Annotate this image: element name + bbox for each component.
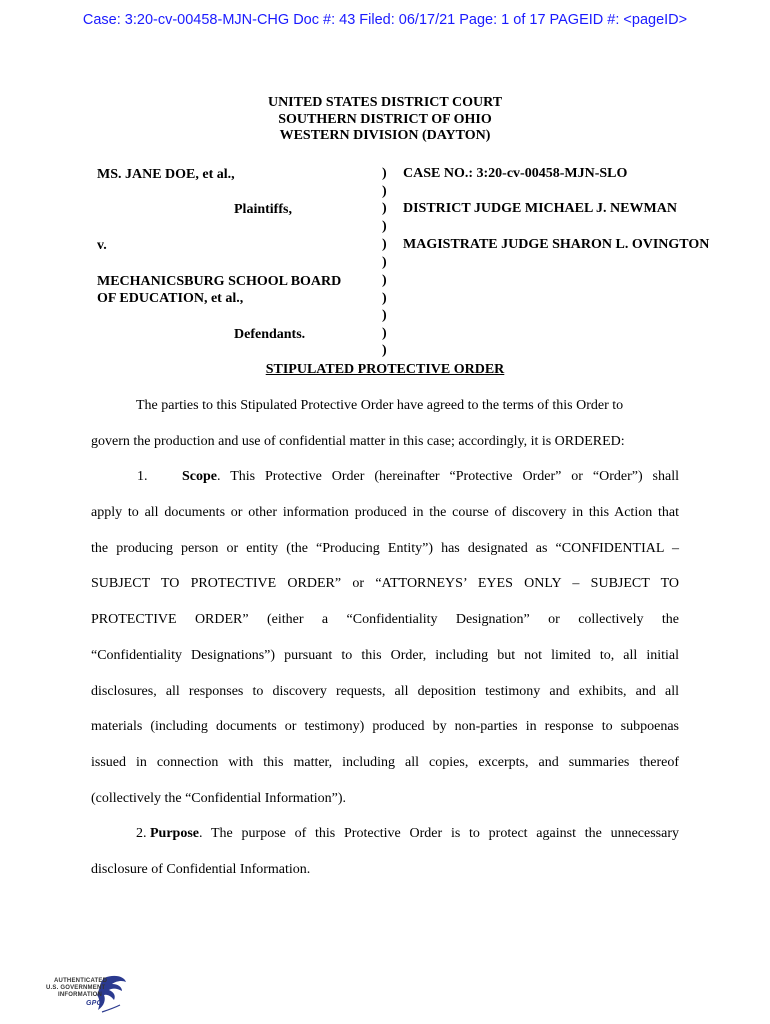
caption-paren: )	[382, 255, 387, 270]
caption-paren: )	[382, 183, 387, 199]
gpo-label-line: AUTHENTICATED	[54, 978, 108, 984]
district-judge: DISTRICT JUDGE MICHAEL J. NEWMAN	[403, 201, 677, 216]
caption-paren: )	[382, 290, 387, 306]
section-number: 2.	[136, 826, 147, 841]
section-text: PROTECTIVE ORDER” (either a “Confidentiality Designation” or collectively the	[91, 612, 679, 627]
section-text: disclosures, all responses to discovery requests, all deposition testimony and exhibits, and all	[91, 684, 679, 699]
section-number: 1.	[137, 469, 148, 484]
section-text: (collectively the “Confidential Information”).	[91, 791, 347, 806]
caption-paren: )	[382, 326, 387, 341]
section-text: . The purpose of this Protective Order is to protect against the unnecessary	[199, 826, 679, 841]
court-district: SOUTHERN DISTRICT OF OHIO	[278, 111, 492, 127]
section-heading-scope: Scope	[182, 469, 217, 484]
versus-label: v.	[97, 238, 107, 253]
section-text: disclosure of Confidential Information.	[91, 862, 311, 877]
plaintiff-name: MS. JANE DOE, et al.,	[97, 167, 235, 182]
section-purpose-first-line	[136, 826, 679, 842]
section-text: SUBJECT TO PROTECTIVE ORDER” or “ATTORNEYS’ EYES ONLY – SUBJECT TO	[91, 576, 679, 591]
caption-paren: )	[382, 343, 387, 358]
section-text: apply to all documents or other information produced in the course of discovery in this Action that	[91, 505, 679, 520]
caption-paren: )	[382, 308, 387, 323]
intro-line: The parties to this Stipulated Protective Order have agreed to the terms of this Order to	[136, 398, 624, 413]
gpo-label-line: INFORMATION	[58, 992, 103, 998]
case-number: CASE NO.: 3:20-cv-00458-MJN-SLO	[403, 166, 628, 181]
section-text: . This Protective Order (hereinafter “Protective Order” or “Order”) shall	[217, 469, 679, 484]
court-heading	[0, 95, 770, 145]
caption-paren: )	[382, 166, 387, 181]
section-text: issued in connection with this matter, including all copies, excerpts, and summaries thereof	[91, 755, 679, 770]
magistrate-judge: MAGISTRATE JUDGE SHARON L. OVINGTON	[403, 237, 710, 252]
caption-paren: )	[382, 219, 387, 234]
defendant-name-line2: OF EDUCATION, et al.,	[97, 291, 244, 306]
defendants-label: Defendants.	[234, 327, 306, 342]
court-name: UNITED STATES DISTRICT COURT	[267, 95, 503, 110]
caption-paren: )	[382, 273, 387, 288]
section-scope-first-line	[182, 469, 679, 485]
section-text: “Confidentiality Designations”) pursuant to this Order, including but not limited to, all initial	[91, 648, 679, 663]
plaintiffs-label: Plaintiffs,	[234, 202, 292, 217]
court-division: WESTERN DIVISION (DAYTON)	[279, 128, 491, 143]
section-text: materials (including documents or testimony) produced by non-parties in response to subpoenas	[91, 719, 679, 734]
gpo-mark: GPO	[86, 1000, 103, 1007]
section-heading-purpose: Purpose	[150, 826, 199, 841]
intro-line: govern the production and use of confidential matter in this case; accordingly, it is ORDERED:	[91, 434, 625, 449]
defendant-name-line1: MECHANICSBURG SCHOOL BOARD	[97, 274, 342, 289]
caption-paren: )	[382, 237, 387, 252]
caption-paren: )	[382, 201, 387, 216]
gpo-label-line: U.S. GOVERNMENT	[46, 985, 106, 991]
order-title: STIPULATED PROTECTIVE ORDER	[265, 362, 505, 377]
section-text: the producing person or entity (the “Producing Entity”) has designated as “CONFIDENTIAL –	[91, 541, 679, 556]
case-header-stamp: Case: 3:20-cv-00458-MJN-CHG Doc #: 43 Filed: 06/17/21 Page: 1 of 17 PAGEID #: <pageID>	[82, 12, 688, 28]
